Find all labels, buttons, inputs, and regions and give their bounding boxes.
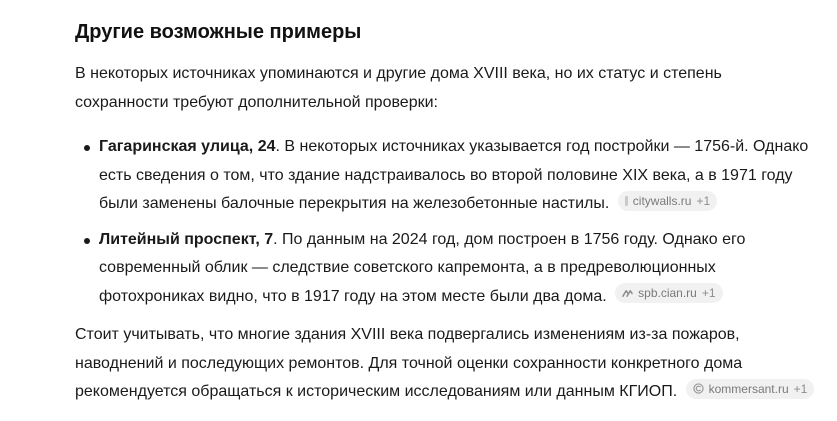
answer-content <box>75 18 815 407</box>
bullet-icon <box>84 145 90 151</box>
source-chip-cian[interactable] <box>615 283 722 303</box>
item-text: . В некоторых источниках указывается год постройки — 1756-й. Однако есть сведения о том, что здание надстраивалось во второй половине XIX века, а в 1971 году были заменены балочные перекрытия на железобетонные настилы. <box>99 138 809 212</box>
source-extra-count: +1 <box>701 286 716 300</box>
list-item <box>75 226 815 312</box>
item-title: Гагаринская улица, 24 <box>99 138 276 155</box>
list-item <box>75 133 815 219</box>
source-chip-citywalls[interactable] <box>618 191 717 211</box>
source-extra-count: +1 <box>696 194 711 208</box>
source-domain: kommersant.ru <box>708 381 789 396</box>
item-text: . По данным на 2024 год, дом построен в 1756 году. Однако его современный облик — следствие советского капремонта, а в предреволюционных фотохрониках видно, что в 1917 году на этом месте были два дома. <box>99 230 746 305</box>
source-domain: spb.cian.ru <box>638 286 697 300</box>
outro-text: Стоит учитывать, что многие здания XVIII века подвергались изменениям из-за пожаров, наводнений и последующих ремонтов. Для точной оценки сохранности конкретного дома рекомендуется обращаться к историческим исследованиям или данным КГИОП. <box>75 326 743 400</box>
intro-paragraph: В некоторых источниках упоминаются и другие дома XVIII века, но их статус и степень сохранности требуют дополнительной проверки: <box>75 65 722 111</box>
bullet-icon <box>84 238 90 244</box>
source-chip-kommersant[interactable] <box>686 379 815 399</box>
examples-list <box>75 133 815 311</box>
outro-paragraph <box>75 321 815 407</box>
grey-bar-icon <box>625 196 628 206</box>
cian-logo-icon <box>622 288 633 299</box>
source-domain: citywalls.ru <box>632 194 692 208</box>
source-extra-count: +1 <box>793 381 808 396</box>
section-heading: Другие возможные примеры <box>75 21 362 43</box>
item-title: Литейный проспект, 7 <box>99 230 274 248</box>
kommersant-logo-icon <box>693 383 704 394</box>
